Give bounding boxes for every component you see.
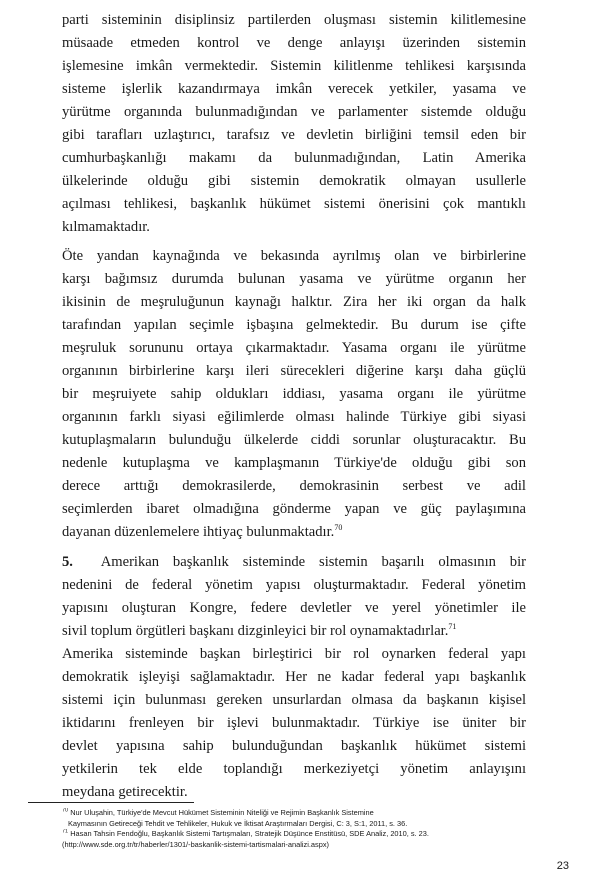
footnote-link[interactable]: (http://www.sde.org.tr/tr/haberler/1301/-baskanlik-sistemi-tartismalari-analizi.aspx) bbox=[62, 839, 329, 849]
text-line: tarafından yapılan seçimle işbaşına gelmektedir. Bu durum ise çifte bbox=[62, 317, 526, 333]
text-line-content: sivil toplum örgütleri başkanı dizginleyici bir rol oynamaktadırlar. bbox=[62, 623, 449, 639]
text-line: ülkelerinde olduğu gibi sistemin demokratik olmayan usullerle bbox=[62, 173, 526, 189]
footnote-marker: 71 bbox=[62, 829, 69, 835]
text-line: yapısını oluşturan Kongre, federe devletler ve yerel yönetimler ile bbox=[62, 600, 526, 616]
text-line: sistemi için bulunması gereken unsurlardan olmasa da başkanın kişisel bbox=[62, 692, 526, 708]
text-line: demokratik işleyişi sağlamaktadır. Her ne kadar federal yapı başkanlık bbox=[62, 669, 526, 685]
text-line: kılmamaktadır. bbox=[62, 219, 150, 235]
footnote-ref[interactable]: 71 bbox=[448, 622, 457, 632]
footnote-line: Nur Uluşahin, Türkiye'de Mevcut Hükümet Sisteminin Niteliği ve Rejimin Başkanlık Sistemine bbox=[70, 808, 374, 817]
text-line: yetkilerin tek elde toplandığı merkeziyetçi yönetim anlayışını bbox=[62, 761, 526, 777]
footnote-separator bbox=[28, 802, 194, 803]
text-line: seçimlerden ibaret olmadığına gönderme yapan ve güç paylaşımına bbox=[62, 501, 526, 517]
text-line: iktidarını frenleyen bir işlevi bulunmaktadır. Türkiye ise üniter bir bbox=[62, 715, 526, 731]
text-line: gibi tarafları uzlaştırıcı, tarafsız ve devletin birliğini temsil eden bir bbox=[62, 127, 526, 143]
footnote-71 bbox=[62, 829, 542, 840]
text-line bbox=[62, 521, 526, 544]
text-line bbox=[62, 620, 526, 643]
text-line: ikisinin de meşruluğunun kaynağı halktır. Zira her iki organ da halk bbox=[62, 294, 526, 310]
text-line: devlet yapısına sahip bulunduğundan başkanlık hükümet sistemi bbox=[62, 738, 526, 754]
paragraph-number: 5. bbox=[62, 554, 73, 570]
footnote-71-cont bbox=[62, 840, 542, 851]
text-line: işlemesine imkân vermektedir. Sistemin kilitlenme tehlikesi karşısında bbox=[62, 58, 526, 74]
footnote-line: Kaymasının Getireceği Tehdit ve Tehlikeler, Hukuk ve İktisat Araştırmaları Dergisi, C: 3, S:1, 2011, s. 36. bbox=[68, 818, 408, 828]
text-line: nedenini de federal yönetim yapısı oluşturmaktadır. Federal yönetim bbox=[62, 577, 526, 593]
text-line: cumhurbaşkanlığı makamı da bulunmadığından, Latin Amerika bbox=[62, 150, 526, 166]
text-line-content: dayanan düzenlemelere ihtiyaç bulunmaktadır. bbox=[62, 524, 335, 540]
footnote-ref[interactable]: 70 bbox=[334, 523, 343, 533]
text-line: bir meşruiyete sahip oldukları iddiası, yasama organı ile yürütme bbox=[62, 386, 526, 402]
text-line: açılması tehlikesi, başkanlık hükümet sistemi önerisini çok mantıklı bbox=[62, 196, 526, 212]
text-line: sisteme işlerlik kazandırmaya imkân verecek yetkiler, yasama ve bbox=[62, 81, 526, 97]
text-line: organının birbirlerine karşı ileri sürecekleri diğerine karşı daha güçlü bbox=[62, 363, 526, 379]
text-line: derece arttığı demokrasilerde, demokrasinin serbest ve adil bbox=[62, 478, 526, 494]
text-line: Amerika sisteminde başkan birleştirici bir rol oynarken federal yapı bbox=[62, 646, 526, 662]
text-line: yürütme organında bulunmadığından ve parlamenter sistemde olduğu bbox=[62, 104, 526, 120]
text-line: kutuplaşmaların bulunduğu ülkelerde ciddi sorunlar oluşturacaktır. Bu bbox=[62, 432, 526, 448]
text-line bbox=[62, 551, 526, 574]
footnote-70-cont bbox=[68, 819, 548, 830]
text-line: karşı bağımsız durumda bulunan yasama ve yürütme organın her bbox=[62, 271, 526, 287]
text-line: meydana getirecektir. bbox=[62, 784, 188, 800]
page-number: 23 bbox=[556, 860, 569, 872]
text-line: müsaade etmeden kontrol ve denge anlayışı üzerinden sistemin bbox=[62, 35, 526, 51]
text-line: nedenle kutuplaşma ve kamplaşmanın Türkiye'de olduğu gibi son bbox=[62, 455, 526, 471]
footnote-marker: 70 bbox=[62, 808, 69, 814]
text-line-content: Amerikan başkanlık sisteminde sistemin başarılı olmasının bir bbox=[100, 554, 526, 570]
text-line: organının farklı siyasi eğilimlerde olması halinde Türkiye gibi siyasi bbox=[62, 409, 526, 425]
text-line: Öte yandan kaynağında ve bekasında ayrılmış olan ve birbirlerine bbox=[62, 248, 526, 264]
footnote-70 bbox=[62, 808, 542, 819]
footnote-line: Hasan Tahsin Fendoğlu, Başkanlık Sistemi Tartışmaları, Stratejik Düşünce Enstitüsü, SDE Analiz, 2010, s. 23. bbox=[70, 829, 429, 838]
text-line: meşruluk sorununu ortaya çıkarmaktadır. Yasama organı ile yürütme bbox=[62, 340, 526, 356]
text-line: parti sisteminin disiplinsiz partilerden oluşması sistemin kilitlemesine bbox=[62, 12, 526, 28]
